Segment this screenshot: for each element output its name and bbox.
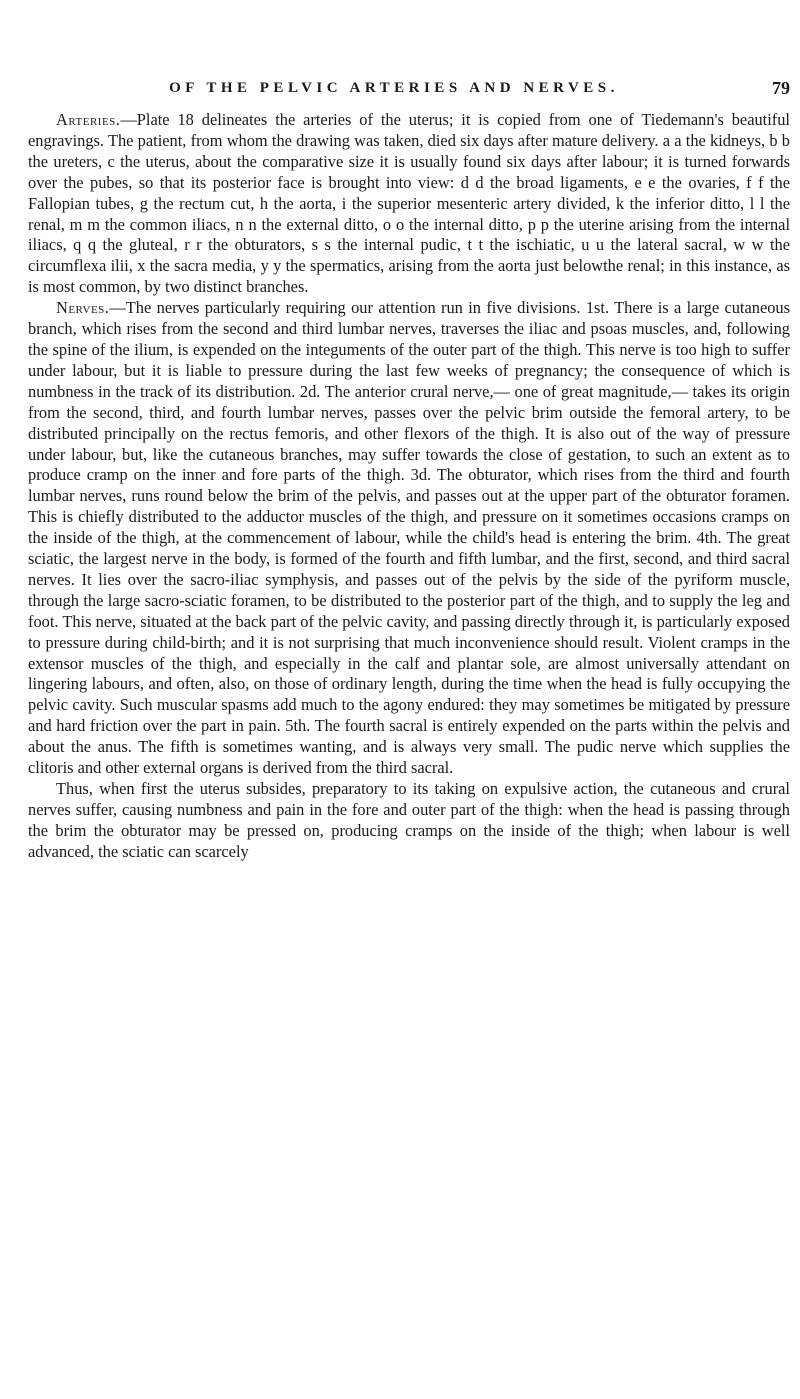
section-lead-arteries: Arteries. xyxy=(56,110,121,129)
running-head xyxy=(28,78,790,100)
paragraph-arteries xyxy=(28,110,790,298)
body-text xyxy=(28,110,790,863)
book-page xyxy=(28,78,790,863)
running-title: OF THE PELVIC ARTERIES AND NERVES. xyxy=(169,80,619,96)
paragraph-text: —Plate 18 delineates the arteries of the uterus; it is copied from one of Tiedemann's beautiful engravings. The patient, from whom the drawing was taken, died six days after mature delivery. a a the kidneys, b b the ureters, c the uterus, about the comparative size it is usually found six days after labour; it is turned forwards over the pubes, so that its posterior face is brought into view: d d the broad ligaments, e e the ovaries, f f the Fallopian tubes, g the rectum cut, h the aorta, i the superior mesenteric artery divided, k the inferior ditto, l l the renal, m m the common iliacs, n n the external ditto, o o the internal ditto, p p the uterine arising from the internal iliacs, q q the gluteal, r r the obturators, s s the internal pudic, t t the ischiatic, u u the lateral sacral, w w the circumflexa ilii, x the sacra media, y y the spermatics, arising from the aorta just belowthe renal; in this instance, as is most common, by two distinct branches. xyxy=(28,110,790,297)
paragraph-text: —The nerves particularly requiring our attention run in five divisions. 1st. There is a large cutaneous branch, which rises from the second and third lumbar nerves, traverses the iliac and psoas muscles, and, following the spine of the ilium, is expended on the integuments of the outer part of the thigh. This nerve is too high to suffer under labour, but it is liable to pressure during the last few weeks of pregnancy; the consequence of which is numbness in the track of its distribution. 2d. The anterior crural nerve,— one of great magnitude,— takes its origin from the second, third, and fourth lumbar nerves, passes over the pelvic brim outside the femoral artery, to be distributed principally on the rectus femoris, and other flexors of the thigh. It is also out of the way of pressure under labour, but, like the cutaneous branches, may suffer towards the close of gestation, to such an extent as to produce cramp on the inner and fore parts of the thigh. 3d. The obturator, which rises from the third and fourth lumbar nerves, runs round below the brim of the pelvis, and passes out at the upper part of the obturator foramen. This is chiefly distributed to the adductor muscles of the thigh, and pressure on it sometimes occasions cramps on the inside of the thigh, at the commencement of labour, while the child's head is entering the brim. 4th. The great sciatic, the largest nerve in the body, is formed of the fourth and fifth lumbar, and the first, second, and third sacral nerves. It lies over the sacro-iliac symphysis, and passes out of the pelvis by the side of the pyriform muscle, through the large sacro-sciatic foramen, to be distributed to the posterior part of the thigh, and to supply the leg and foot. This nerve, situated at the back part of the pelvic cavity, and passing directly through it, is particularly exposed to pressure during child-birth; and it is not surprising that much inconvenience should result. Violent cramps in the extensor muscles of the thigh, and especially in the calf and plantar sole, are almost universally attendant on lingering labours, and often, also, on those of ordinary length, during the time when the head is fully occupying the pelvic cavity. Such muscular spasms add much to the agony endured: they may sometimes be mitigated by pressure and hard friction over the part in pain. 5th. The fourth sacral is entirely expended on the parts within the pelvis and about the anus. The fifth is sometimes wanting, and is always very small. The pudic nerve which supplies the clitoris and other external organs is derived from the third sacral. xyxy=(28,298,790,778)
page-number: 79 xyxy=(772,78,790,98)
paragraph-text: Thus, when first the uterus subsides, preparatory to its taking on expulsive action, the cutaneous and crural nerves suffer, causing numbness and pain in the fore and outer part of the thigh: when the head is passing through the brim the obturator may be pressed on, producing cramps on the inside of the thigh; when labour is well advanced, the sciatic can scarcely xyxy=(28,779,790,861)
paragraph-summary xyxy=(28,779,790,863)
section-lead-nerves: Nerves. xyxy=(56,298,110,318)
paragraph-nerves xyxy=(28,298,790,779)
